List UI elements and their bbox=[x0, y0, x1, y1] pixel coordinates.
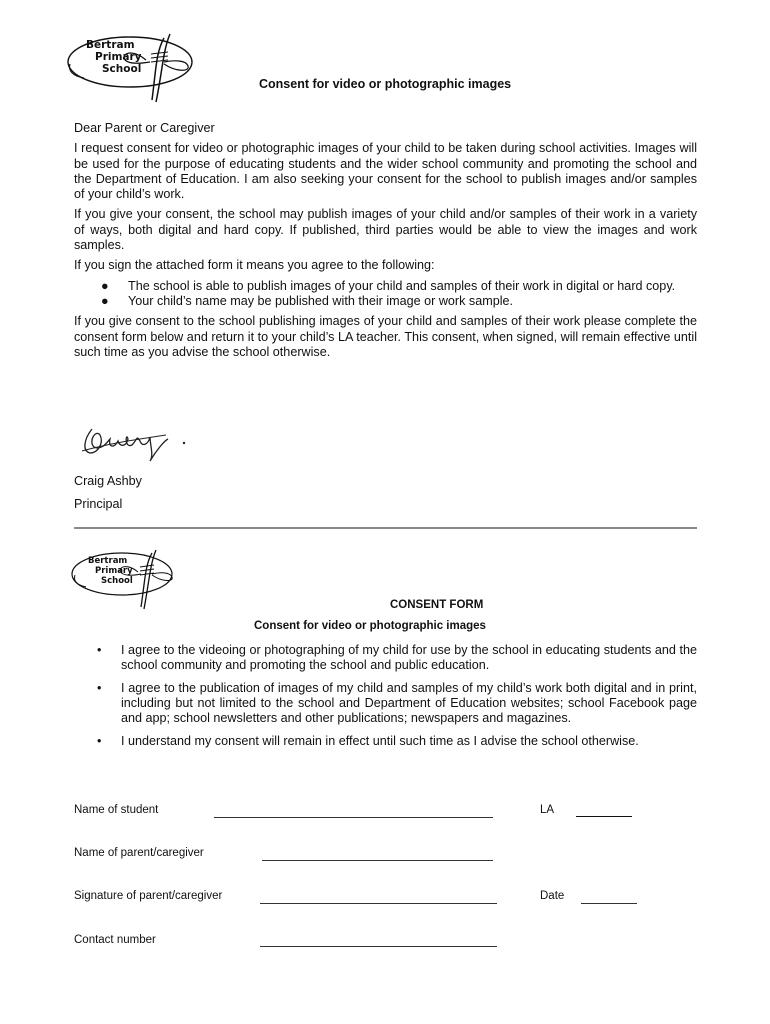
logo-line-1: Bertram bbox=[88, 556, 128, 566]
list-item bbox=[74, 279, 697, 294]
list-item-text: The school is able to publish images of your child and samples of their work in digital or hard copy. bbox=[128, 278, 676, 293]
logo-line-2: Primary bbox=[95, 51, 142, 63]
form-subheading: Consent for video or photographic images bbox=[254, 620, 486, 632]
student-name-field[interactable] bbox=[214, 817, 493, 818]
letter-paragraph: If you sign the attached form it means you agree to the following: bbox=[74, 258, 435, 273]
signature-label: Signature of parent/caregiver bbox=[74, 890, 223, 902]
contact-number-label: Contact number bbox=[74, 934, 156, 946]
list-item bbox=[74, 294, 697, 309]
date-field[interactable] bbox=[581, 903, 637, 904]
bullet-icon: • bbox=[97, 681, 102, 695]
school-logo bbox=[64, 30, 204, 106]
student-name-label: Name of student bbox=[74, 804, 159, 816]
list-item bbox=[97, 734, 697, 749]
list-item bbox=[97, 681, 697, 726]
consent-statements bbox=[97, 643, 697, 757]
letter-paragraph: I request consent for video or photographic images of your child to be taken during school activities. Images will be used for the purpose of educating students and the wider school community and promoting the school and the Department of Education. I am also seeking your consent for the school to publish images and/or samples of your child’s work. bbox=[74, 141, 697, 202]
logo-line-2: Primary bbox=[95, 566, 133, 576]
list-item-text: I agree to the videoing or photographing of my child for use by the school in educating students and the school community and promoting the school and public education. bbox=[121, 643, 697, 672]
logo-line-3: School bbox=[101, 576, 133, 586]
la-label: LA bbox=[540, 804, 555, 816]
signer-name: Craig Ashby bbox=[74, 474, 142, 488]
section-divider bbox=[74, 527, 697, 529]
principal-signature bbox=[80, 421, 190, 466]
form-heading: CONSENT FORM bbox=[390, 599, 484, 611]
la-field[interactable] bbox=[576, 816, 632, 817]
parent-name-label: Name of parent/caregiver bbox=[74, 847, 204, 859]
bullet-icon: ● bbox=[101, 278, 109, 293]
parent-name-field[interactable] bbox=[262, 860, 493, 861]
letter-greeting: Dear Parent or Caregiver bbox=[74, 121, 215, 135]
contact-number-field[interactable] bbox=[260, 946, 497, 947]
school-logo bbox=[70, 547, 182, 611]
list-item-text: I agree to the publication of images of my child and samples of my child’s work both digital and in print, including but not limited to the school and Department of Education websites; school Facebook page and app; school newsletters and other publications; newspapers and magazines. bbox=[121, 681, 697, 725]
agreement-list bbox=[74, 279, 697, 310]
date-label: Date bbox=[540, 890, 565, 902]
document-title: Consent for video or photographic images bbox=[259, 77, 512, 91]
bullet-icon: ● bbox=[101, 293, 109, 308]
bullet-icon: • bbox=[97, 734, 102, 748]
list-item-text: Your child’s name may be published with their image or work sample. bbox=[128, 293, 514, 308]
list-item-text: I understand my consent will remain in effect until such time as I advise the school otherwise. bbox=[121, 734, 639, 748]
signature-field[interactable] bbox=[260, 903, 497, 904]
letter-paragraph: If you give your consent, the school may publish images of your child and/or samples of their work in a variety of ways, both digital and hard copy. If published, third parties would be able to view the images and work samples. bbox=[74, 207, 697, 253]
letter-closing: If you give consent to the school publishing images of your child and samples of their work please complete the consent form below and return it to your child’s LA teacher. This consent, when signed, will remain effective until such time as you advise the school otherwise. bbox=[74, 314, 697, 359]
letter-body bbox=[74, 121, 697, 365]
bullet-icon: • bbox=[97, 643, 102, 657]
logo-line-3: School bbox=[102, 63, 142, 75]
logo-line-1: Bertram bbox=[86, 39, 135, 51]
signer-role: Principal bbox=[74, 497, 123, 511]
list-item bbox=[97, 643, 697, 673]
